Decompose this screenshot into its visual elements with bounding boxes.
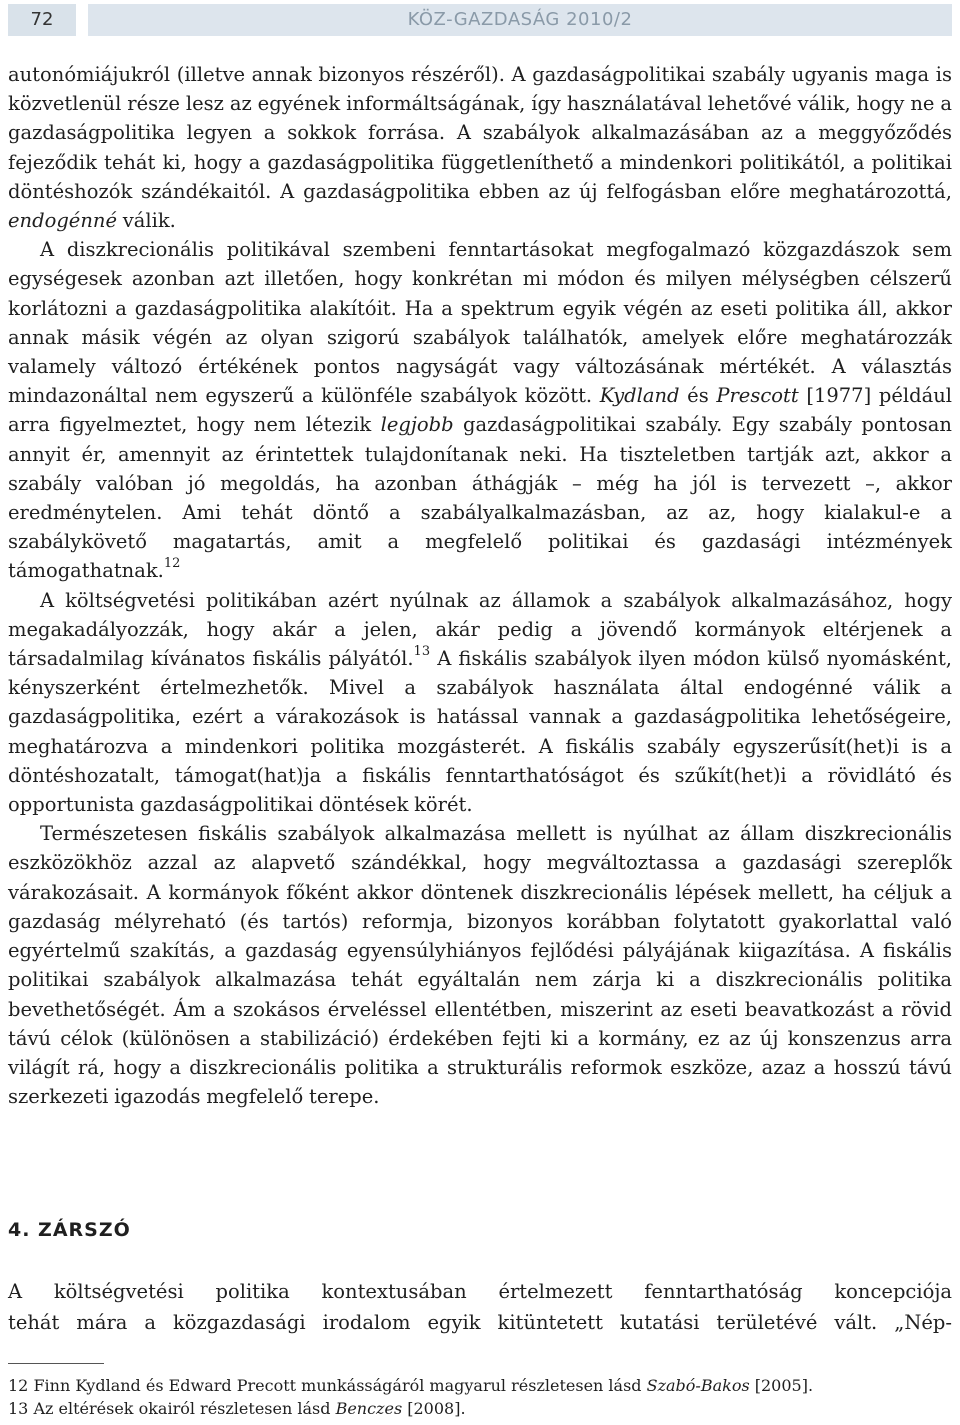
footnote-divider bbox=[8, 1363, 104, 1364]
closing-paragraph bbox=[8, 1276, 952, 1338]
closing-line-1: A költségvetési politika kontextusában értelmezett fenntarthatóság koncepciója bbox=[8, 1280, 952, 1303]
footnote-ref-12[interactable]: 12 bbox=[163, 555, 181, 571]
paragraph-1: autonómiájukról (illetve annak bizonyos részéről). A gazdaságpolitikai szabály ugyanis maga is közvetlenül része lesz az egyének informáltságának, így használatával lehetővé válik, hogy ne a gazdaságpolitika legyen a sokkok forrása. A szabályok alkalmazásában az a meggyőződés fejeződik tehát ki, hogy a gazdaságpolitika függetleníthető a mindenkori politikától, a politikai döntéshozók szándékaitól. A gazdaságpolitika ebben az új felfogásban előre meghatározottá, endogénné válik. bbox=[8, 63, 952, 233]
section-heading: 4. ZÁRSZÓ bbox=[8, 1219, 131, 1241]
footnotes bbox=[8, 1374, 952, 1420]
footnote-12: 12 Finn Kydland és Edward Precott munkásságáról magyarul részletesen lásd Szabó-Bakos [2005]. bbox=[8, 1376, 814, 1395]
paragraph-2: A diszkrecionális politikával szembeni fenntartásokat megfogalmazó közgazdászok sem egységesek azonban azt illetően, hogy konkrétan mi módon és milyen mélységben célszerű korlátozni a gazdaságpolitika alakítóit. Ha a spektrum egyik végén az eseti politika áll, akkor annak másik végén az olyan szigorú szabályok találhatók, amelyek előre meghatározzák valamely változó értékének pontos nagyságát vagy változásának mértékét. A választás mindazonáltal nem egyszerű a különféle szabályok között. Kydland és Prescott [1977] például arra figyelmeztet, hogy nem létezik legjobb gazdaságpolitikai szabály. Egy szabály pontosan annyit ér, amennyit az érintettek tulajdonítanak neki. Ha tiszteletben tartják azt, akkor a szabály valóban jó megoldás, ha azonban áthágják – még ha jól is tervezett –, akkor eredménytelen. Ami tehát döntő a szabályalkalmazásban, az az, hogy kialakul-e a szabálykövető magatartás, amit a megfelelő politikai és gazdasági intézmények támogathatnak.$^{12}$ bbox=[8, 238, 952, 583]
page-header bbox=[8, 4, 952, 36]
journal-title: KÖZ-GAZDASÁG 2010/2 bbox=[88, 4, 952, 36]
paragraph-4: Természetesen fiskális szabályok alkalmazása mellett is nyúlhat az állam diszkrecionális eszközökhöz azzal az alapvető szándékkal, hogy megváltoztassa a gazdasági szereplők várakozásait. A kormányok főként akkor döntenek diszkrecionális lépések mellett, ha céljuk a gazdaság mélyreható (és tartós) reformja, bizonyos korábban folytatott gyakorlattal való egyértelmű szakítás, a gazdaság egyensúlyhiányos fejlődési pályájának kiigazítása. A fiskális politikai szabályok alkalmazása tehát egyáltalán nem zárja ki a diszkrecionális politika bevethetőségét. Ám a szokásos érveléssel ellentétben, miszerint az eseti beavatkozást a rövid távú célok (különösen a stabilizáció) érdekében fejti ki a kormány, ez az új konszenzus arra világít rá, hogy a diszkrecionális politika a strukturális reformok eszköze, azaz a hosszú távú szerkezeti igazodás megfelelő terepe. bbox=[8, 822, 952, 1109]
article-body bbox=[8, 60, 952, 1111]
footnote-ref-13[interactable]: 13 bbox=[413, 643, 431, 659]
footnote-13: 13 Az eltérések okairól részletesen lásd Benczes [2008]. bbox=[8, 1399, 466, 1418]
page-number: 72 bbox=[8, 4, 76, 36]
closing-line-2: tehát mára a közgazdasági irodalom egyik kitüntetett kutatási területévé vált. „Nép- bbox=[8, 1311, 952, 1334]
paragraph-3: A költségvetési politikában azért nyúlnak az államok a szabályok alkalmazásához, hogy megakadályozzák, hogy akár a jelen, akár pedig a jövendő kormányok eltérjenek a társadalmilag kívánatos fiskális pályától.$^{13}$ A fiskális szabályok ilyen módon külső nyomásként, kényszerként értelmezhetők. Mivel a szabályok használata által endogénné válik a gazdaságpolitika, ezért a várakozások is hatással vannak a gazdaságpolitika lehetőségeire, meghatározva a mindenkori politika mozgásterét. A fiskális szabály egyszerűsít(het)i is a döntéshozatalt, támogat(hat)ja a fiskális fenntarthatóságot és szűkít(het)i a rövidlátó és opportunista gazdaságpolitikai döntések körét. bbox=[8, 588, 952, 817]
